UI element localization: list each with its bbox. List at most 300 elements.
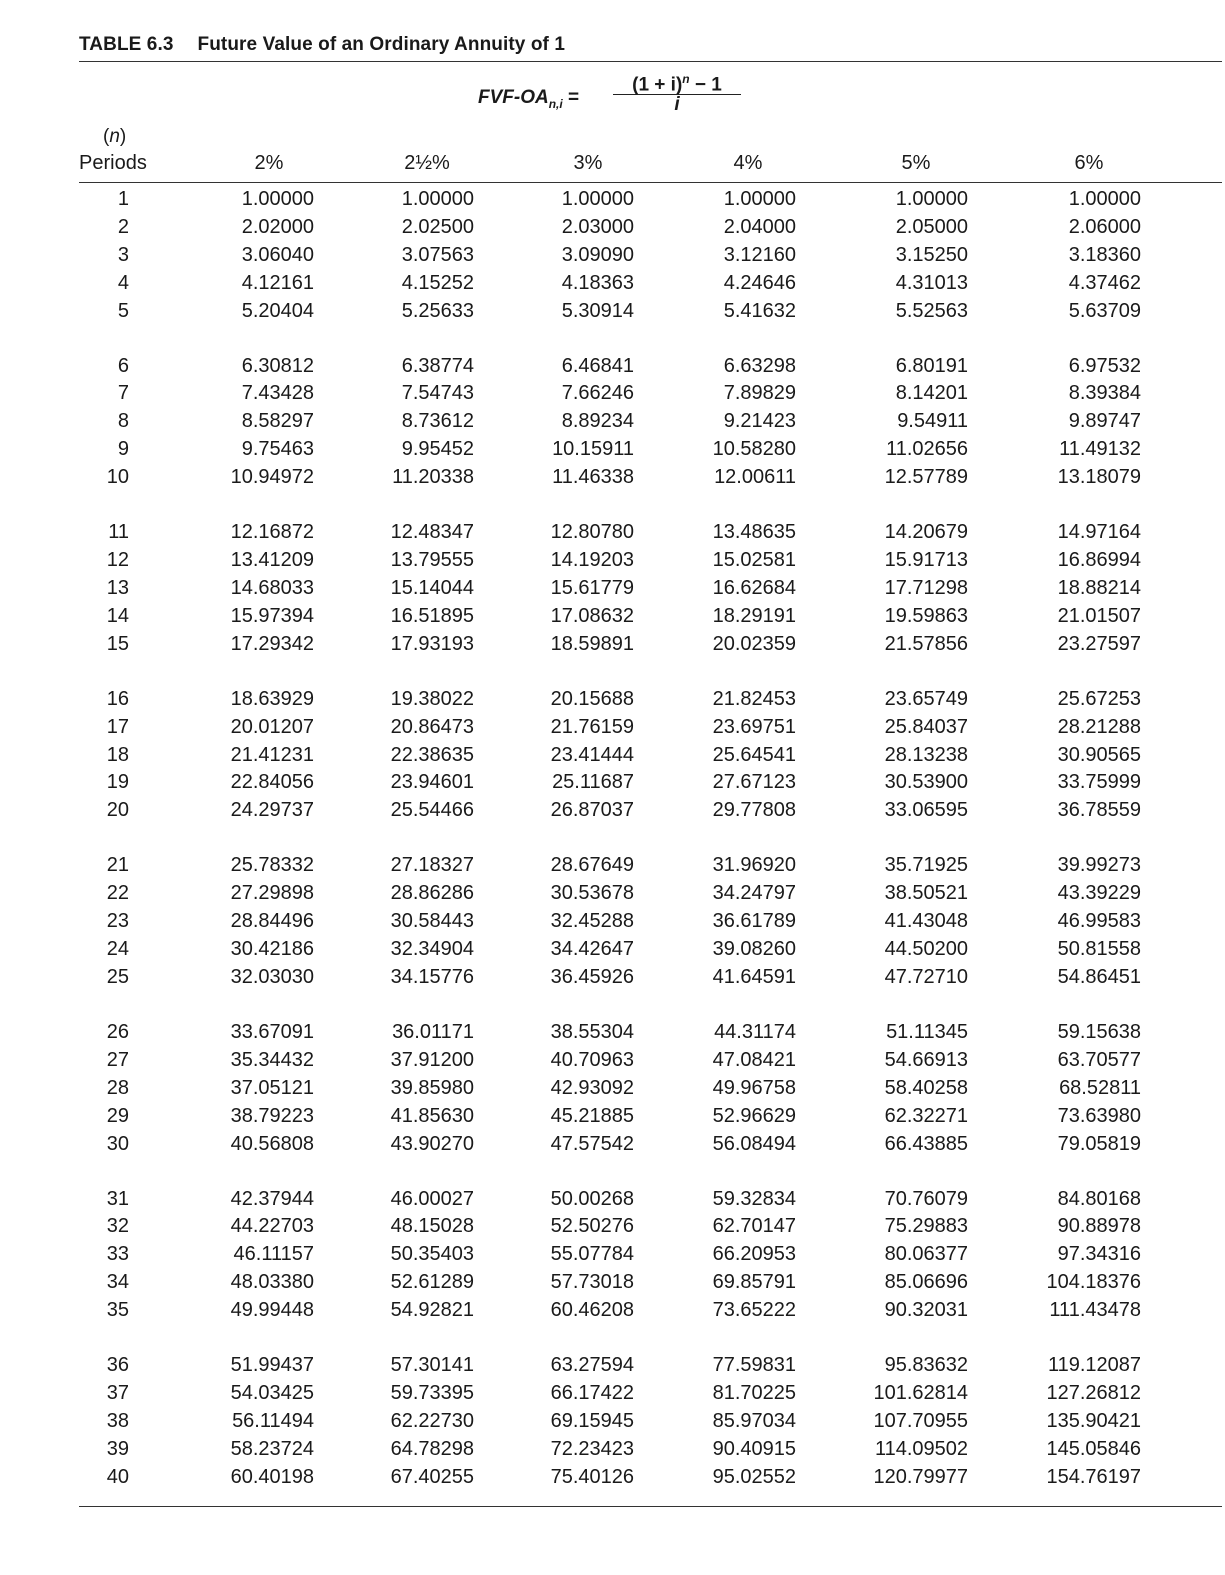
table-row xyxy=(0,186,1225,214)
period-cell: 29 xyxy=(106,1104,129,1127)
value-cell: 145.05846 xyxy=(1046,1437,1141,1460)
value-cell: 39.99273 xyxy=(1057,854,1141,877)
value-cell: 97.34316 xyxy=(1057,1243,1141,1266)
value-cell: 6.38774 xyxy=(401,354,474,377)
value-cell: 54.03425 xyxy=(230,1382,314,1405)
value-cell: 34.42647 xyxy=(550,938,634,961)
value-cell: 7.66246 xyxy=(561,382,634,405)
value-cell: 54.92821 xyxy=(390,1299,474,1322)
value-cell: 4.18363 xyxy=(561,271,634,294)
formula-lhs: FVF-$OA_{n,i}$ = xyxy=(478,87,580,111)
value-cell: 42.37944 xyxy=(230,1187,314,1210)
value-cell: 17.29342 xyxy=(230,632,314,655)
value-cell: 9.54911 xyxy=(897,410,968,433)
value-cell: 32.34904 xyxy=(390,938,474,961)
value-cell: 22.84056 xyxy=(230,771,314,794)
value-cell: 90.32031 xyxy=(884,1299,968,1322)
period-cell: 16 xyxy=(106,687,129,710)
value-cell: 69.15945 xyxy=(550,1409,634,1432)
value-cell: 15.97394 xyxy=(230,604,314,627)
table-row xyxy=(0,1269,1225,1297)
value-cell: 30.58443 xyxy=(390,910,474,933)
value-cell: 52.61289 xyxy=(390,1271,474,1294)
value-cell: 8.73612 xyxy=(401,410,474,433)
value-cell: 64.78298 xyxy=(390,1437,474,1460)
table-row xyxy=(0,936,1225,964)
value-cell: 60.40198 xyxy=(230,1465,314,1488)
value-cell: 8.14201 xyxy=(895,382,968,405)
value-cell: 58.40258 xyxy=(884,1076,968,1099)
value-cell: 37.91200 xyxy=(390,1048,474,1071)
value-cell: 79.05819 xyxy=(1057,1132,1141,1155)
period-cell: 20 xyxy=(106,799,129,822)
value-cell: 28.13238 xyxy=(884,743,968,766)
period-cell: 27 xyxy=(106,1048,129,1071)
value-cell: 20.02359 xyxy=(712,632,796,655)
value-cell: 5.52563 xyxy=(895,299,968,322)
value-cell: 23.27597 xyxy=(1057,632,1141,655)
value-cell: 15.91713 xyxy=(884,549,968,572)
value-cell: 32.45288 xyxy=(550,910,634,933)
table-row xyxy=(0,1464,1225,1492)
value-cell: 35.34432 xyxy=(230,1048,314,1071)
table-row xyxy=(0,380,1225,408)
table-row xyxy=(0,1241,1225,1269)
value-cell: 67.40255 xyxy=(390,1465,474,1488)
value-cell: 85.97034 xyxy=(712,1409,796,1432)
value-cell: 23.41444 xyxy=(550,743,634,766)
value-cell: 26.87037 xyxy=(550,799,634,822)
table-name: Future Value of an Ordinary Annuity of 1 xyxy=(197,34,566,55)
value-cell: 84.80168 xyxy=(1057,1187,1141,1210)
value-cell: 6.63298 xyxy=(723,354,796,377)
value-cell: 17.71298 xyxy=(884,576,968,599)
value-cell: 50.00268 xyxy=(550,1187,634,1210)
value-cell: 38.55304 xyxy=(550,1020,634,1043)
table-row xyxy=(0,1297,1225,1325)
value-cell: 56.08494 xyxy=(712,1132,796,1155)
period-cell: 32 xyxy=(106,1215,129,1238)
value-cell: 35.71925 xyxy=(884,854,968,877)
value-cell: 54.66913 xyxy=(884,1048,968,1071)
value-cell: 32.03030 xyxy=(230,965,314,988)
value-cell: 21.01507 xyxy=(1057,604,1141,627)
table-row xyxy=(0,547,1225,575)
value-cell: 59.32834 xyxy=(712,1187,796,1210)
value-cell: 46.99583 xyxy=(1057,910,1141,933)
table-row xyxy=(0,242,1225,270)
value-cell: 21.76159 xyxy=(550,715,634,738)
table-row xyxy=(0,1131,1225,1159)
formula-denominator: i xyxy=(674,94,680,115)
value-cell: 52.50276 xyxy=(550,1215,634,1238)
value-cell: 34.24797 xyxy=(712,882,796,905)
value-cell: 25.54466 xyxy=(390,799,474,822)
table-row xyxy=(0,1103,1225,1131)
value-cell: 30.90565 xyxy=(1057,743,1141,766)
value-cell: 66.43885 xyxy=(884,1132,968,1155)
value-cell: 95.83632 xyxy=(884,1354,968,1377)
value-cell: 70.76079 xyxy=(884,1187,968,1210)
period-cell: 19 xyxy=(106,771,129,794)
value-cell: 25.67253 xyxy=(1057,687,1141,710)
value-cell: 13.48635 xyxy=(712,521,796,544)
period-cell: 13 xyxy=(106,576,129,599)
value-cell: 25.64541 xyxy=(712,743,796,766)
value-cell: 62.70147 xyxy=(712,1215,796,1238)
value-cell: 30.42186 xyxy=(230,938,314,961)
value-cell: 7.89829 xyxy=(723,382,796,405)
value-cell: 50.35403 xyxy=(390,1243,474,1266)
value-cell: 47.57542 xyxy=(550,1132,634,1155)
value-cell: 75.40126 xyxy=(550,1465,634,1488)
value-cell: 66.17422 xyxy=(550,1382,634,1405)
value-cell: 120.79977 xyxy=(873,1465,968,1488)
period-cell: 5 xyxy=(117,299,129,322)
value-cell: 17.93193 xyxy=(390,632,474,655)
value-cell: 38.79223 xyxy=(230,1104,314,1127)
value-cell: 5.30914 xyxy=(561,299,634,322)
value-cell: 3.18360 xyxy=(1068,243,1141,266)
value-cell: 33.75999 xyxy=(1057,771,1141,794)
value-cell: 15.14044 xyxy=(390,576,474,599)
value-cell: 66.20953 xyxy=(712,1243,796,1266)
value-cell: 12.80780 xyxy=(550,521,634,544)
value-cell: 20.86473 xyxy=(390,715,474,738)
value-cell: 54.86451 xyxy=(1057,965,1141,988)
value-cell: 4.37462 xyxy=(1068,271,1141,294)
table-row xyxy=(0,436,1225,464)
period-cell: 35 xyxy=(106,1299,129,1322)
table-row xyxy=(0,1408,1225,1436)
period-cell: 9 xyxy=(117,438,129,461)
value-cell: 3.15250 xyxy=(895,243,968,266)
period-cell: 14 xyxy=(106,604,129,627)
value-cell: 17.08632 xyxy=(550,604,634,627)
value-cell: 37.05121 xyxy=(230,1076,314,1099)
value-cell: 30.53900 xyxy=(884,771,968,794)
table-row xyxy=(0,1436,1225,1464)
value-cell: 39.08260 xyxy=(712,938,796,961)
value-cell: 14.97164 xyxy=(1057,521,1141,544)
value-cell: 23.65749 xyxy=(884,687,968,710)
table-row xyxy=(0,408,1225,436)
row-group xyxy=(0,1352,1225,1491)
value-cell: 9.75463 xyxy=(241,438,314,461)
value-cell: 44.22703 xyxy=(230,1215,314,1238)
value-cell: 48.03380 xyxy=(230,1271,314,1294)
value-cell: 51.11345 xyxy=(886,1020,968,1043)
period-cell: 24 xyxy=(106,938,129,961)
rate-header-5: 5% xyxy=(901,152,931,174)
period-cell: 11 xyxy=(108,521,129,544)
value-cell: 90.40915 xyxy=(712,1437,796,1460)
period-cell: 15 xyxy=(106,632,129,655)
value-cell: 4.31013 xyxy=(895,271,968,294)
table-row xyxy=(0,686,1225,714)
value-cell: 40.70963 xyxy=(550,1048,634,1071)
row-group xyxy=(0,1186,1225,1325)
table-label: TABLE 6.3 xyxy=(79,34,174,55)
value-cell: 47.72710 xyxy=(884,965,968,988)
table-row xyxy=(0,464,1225,492)
value-cell: 57.73018 xyxy=(550,1271,634,1294)
value-cell: 23.94601 xyxy=(390,771,474,794)
value-cell: 72.23423 xyxy=(550,1437,634,1460)
value-cell: 1.00000 xyxy=(895,188,968,210)
bottom-rule xyxy=(79,1506,1222,1507)
rate-header-3: 3% xyxy=(573,152,603,174)
value-cell: 41.64591 xyxy=(712,965,796,988)
table-row xyxy=(0,214,1225,242)
value-cell: 12.00611 xyxy=(714,466,796,489)
value-cell: 2.04000 xyxy=(723,215,796,238)
value-cell: 10.58280 xyxy=(712,438,796,461)
value-cell: 3.06040 xyxy=(241,243,314,266)
value-cell: 36.01171 xyxy=(392,1020,474,1043)
value-cell: 6.80191 xyxy=(895,354,968,377)
value-cell: 119.12087 xyxy=(1047,1354,1141,1377)
value-cell: 80.06377 xyxy=(884,1243,968,1266)
value-cell: 2.02000 xyxy=(241,215,314,238)
value-cell: 36.45926 xyxy=(550,965,634,988)
value-cell: 20.15688 xyxy=(550,687,634,710)
period-cell: 37 xyxy=(106,1382,129,1405)
period-cell: 31 xyxy=(106,1187,129,1210)
table-row xyxy=(0,714,1225,742)
value-cell: 8.89234 xyxy=(561,410,634,433)
table-row xyxy=(0,1047,1225,1075)
value-cell: 5.25633 xyxy=(401,299,474,322)
table-row xyxy=(0,852,1225,880)
value-cell: 41.85630 xyxy=(390,1104,474,1127)
table-row xyxy=(0,769,1225,797)
value-cell: 34.15776 xyxy=(390,965,474,988)
value-cell: 25.78332 xyxy=(230,854,314,877)
value-cell: 41.43048 xyxy=(884,910,968,933)
value-cell: 27.29898 xyxy=(230,882,314,905)
value-cell: 29.77808 xyxy=(712,799,796,822)
value-cell: 73.65222 xyxy=(712,1299,796,1322)
formula-numerator: $(1 + i)^n - 1$ xyxy=(632,72,722,96)
value-cell: 36.78559 xyxy=(1057,799,1141,822)
value-cell: 77.59831 xyxy=(712,1354,796,1377)
period-cell: 2 xyxy=(117,215,129,238)
value-cell: 85.06696 xyxy=(884,1271,968,1294)
value-cell: 46.00027 xyxy=(390,1187,474,1210)
value-cell: 10.94972 xyxy=(230,466,314,489)
value-cell: 20.01207 xyxy=(230,715,314,738)
period-cell: 10 xyxy=(106,466,129,489)
value-cell: 33.06595 xyxy=(884,799,968,822)
value-cell: 1.00000 xyxy=(241,188,314,210)
table-row xyxy=(0,1186,1225,1214)
value-cell: 28.86286 xyxy=(390,882,474,905)
value-cell: 42.93092 xyxy=(550,1076,634,1099)
period-cell: 38 xyxy=(106,1409,129,1432)
value-cell: 9.21423 xyxy=(723,410,796,433)
value-cell: 14.68033 xyxy=(230,576,314,599)
period-cell: 40 xyxy=(106,1465,129,1488)
table-row xyxy=(0,908,1225,936)
value-cell: 59.15638 xyxy=(1057,1020,1141,1043)
value-cell: 12.48347 xyxy=(390,521,474,544)
period-cell: 33 xyxy=(106,1243,129,1266)
table-row xyxy=(0,298,1225,326)
value-cell: 28.21288 xyxy=(1057,715,1141,738)
value-cell: 14.20679 xyxy=(884,521,968,544)
value-cell: 4.24646 xyxy=(723,271,796,294)
table-row xyxy=(0,1380,1225,1408)
rate-header-6: 6% xyxy=(1074,152,1104,174)
value-cell: 39.85980 xyxy=(390,1076,474,1099)
value-cell: 90.88978 xyxy=(1057,1215,1141,1238)
value-cell: 10.15911 xyxy=(552,438,634,461)
value-cell: 5.63709 xyxy=(1068,299,1141,322)
value-cell: 6.30812 xyxy=(241,354,314,377)
value-cell: 19.38022 xyxy=(390,687,474,710)
value-cell: 46.11157 xyxy=(233,1243,314,1266)
row-group xyxy=(0,186,1225,325)
value-cell: 107.70955 xyxy=(873,1409,968,1432)
value-cell: 24.29737 xyxy=(230,799,314,822)
value-cell: 62.32271 xyxy=(884,1104,968,1127)
value-cell: 28.67649 xyxy=(550,854,634,877)
value-cell: 40.56808 xyxy=(230,1132,314,1155)
period-cell: 21 xyxy=(106,854,129,877)
value-cell: 28.84496 xyxy=(230,910,314,933)
row-group xyxy=(0,1019,1225,1158)
period-cell: 4 xyxy=(117,271,129,294)
value-cell: 6.97532 xyxy=(1068,354,1141,377)
value-cell: 5.41632 xyxy=(723,299,796,322)
value-cell: 95.02552 xyxy=(712,1465,796,1488)
value-cell: 18.29191 xyxy=(712,604,796,627)
value-cell: 104.18376 xyxy=(1046,1271,1141,1294)
value-cell: 49.96758 xyxy=(712,1076,796,1099)
value-cell: 52.96629 xyxy=(712,1104,796,1127)
periods-header: Periods xyxy=(79,152,147,174)
value-cell: 75.29883 xyxy=(884,1215,968,1238)
row-group xyxy=(0,852,1225,991)
value-cell: 15.02581 xyxy=(712,549,796,572)
value-cell: 49.99448 xyxy=(230,1299,314,1322)
period-cell: 18 xyxy=(106,743,129,766)
rate-header-4: 4% xyxy=(733,152,763,174)
value-cell: 11.46338 xyxy=(552,466,634,489)
value-cell: 56.11494 xyxy=(232,1409,314,1432)
value-cell: 154.76197 xyxy=(1046,1465,1141,1488)
table-row xyxy=(0,964,1225,992)
value-cell: 57.30141 xyxy=(390,1354,474,1377)
value-cell: 43.39229 xyxy=(1057,882,1141,905)
table-row xyxy=(0,603,1225,631)
period-cell: 22 xyxy=(106,882,129,905)
value-cell: 58.23724 xyxy=(230,1437,314,1460)
table-row xyxy=(0,1075,1225,1103)
value-cell: 101.62814 xyxy=(873,1382,968,1405)
value-cell: 55.07784 xyxy=(550,1243,634,1266)
value-cell: 5.20404 xyxy=(241,299,314,322)
value-cell: 9.89747 xyxy=(1068,410,1141,433)
value-cell: 4.12161 xyxy=(241,271,314,294)
table-row xyxy=(0,880,1225,908)
value-cell: 16.51895 xyxy=(390,604,474,627)
value-cell: 73.63980 xyxy=(1057,1104,1141,1127)
annuity-table xyxy=(0,186,1225,1519)
value-cell: 12.16872 xyxy=(230,521,314,544)
value-cell: 38.50521 xyxy=(884,882,968,905)
value-cell: 14.19203 xyxy=(550,549,634,572)
value-cell: 44.31174 xyxy=(714,1020,796,1043)
period-cell: 8 xyxy=(117,410,129,433)
value-cell: 33.67091 xyxy=(230,1020,314,1043)
n-label: (n) xyxy=(103,126,127,147)
value-cell: 13.18079 xyxy=(1057,466,1141,489)
table-row xyxy=(0,1213,1225,1241)
header-rule xyxy=(79,182,1222,183)
value-cell: 27.67123 xyxy=(712,771,796,794)
period-cell: 3 xyxy=(117,243,129,266)
value-cell: 1.00000 xyxy=(1068,188,1141,210)
value-cell: 16.62684 xyxy=(712,576,796,599)
value-cell: 21.41231 xyxy=(230,743,314,766)
value-cell: 59.73395 xyxy=(390,1382,474,1405)
value-cell: 7.54743 xyxy=(401,382,474,405)
period-cell: 1 xyxy=(117,188,129,210)
rate-header-2: 2% xyxy=(254,152,284,174)
value-cell: 3.09090 xyxy=(561,243,634,266)
value-cell: 11.20338 xyxy=(392,466,474,489)
period-cell: 17 xyxy=(106,715,129,738)
period-cell: 28 xyxy=(106,1076,129,1099)
value-cell: 68.52811 xyxy=(1059,1076,1141,1099)
table-row xyxy=(0,1352,1225,1380)
table-title xyxy=(79,34,565,56)
value-cell: 8.58297 xyxy=(241,410,314,433)
value-cell: 44.50200 xyxy=(884,938,968,961)
value-cell: 18.63929 xyxy=(230,687,314,710)
value-cell: 114.09502 xyxy=(874,1437,968,1460)
value-cell: 22.38635 xyxy=(390,743,474,766)
value-cell: 12.57789 xyxy=(884,466,968,489)
value-cell: 63.70577 xyxy=(1057,1048,1141,1071)
value-cell: 19.59863 xyxy=(884,604,968,627)
value-cell: 30.53678 xyxy=(550,882,634,905)
value-cell: 31.96920 xyxy=(712,854,796,877)
table-row xyxy=(0,631,1225,659)
value-cell: 111.43478 xyxy=(1049,1299,1141,1322)
value-cell: 50.81558 xyxy=(1057,938,1141,961)
value-cell: 23.69751 xyxy=(712,715,796,738)
value-cell: 3.12160 xyxy=(723,243,796,266)
value-cell: 2.06000 xyxy=(1068,215,1141,238)
value-cell: 15.61779 xyxy=(550,576,634,599)
value-cell: 4.15252 xyxy=(401,271,474,294)
value-cell: 25.84037 xyxy=(884,715,968,738)
value-cell: 25.11687 xyxy=(552,771,634,794)
value-cell: 21.57856 xyxy=(884,632,968,655)
value-cell: 1.00000 xyxy=(723,188,796,210)
value-cell: 1.00000 xyxy=(561,188,634,210)
value-cell: 7.43428 xyxy=(241,382,314,405)
period-cell: 25 xyxy=(106,965,129,988)
period-cell: 6 xyxy=(117,354,129,377)
value-cell: 18.59891 xyxy=(550,632,634,655)
table-row xyxy=(0,353,1225,381)
value-cell: 11.49132 xyxy=(1059,438,1141,461)
value-cell: 69.85791 xyxy=(712,1271,796,1294)
